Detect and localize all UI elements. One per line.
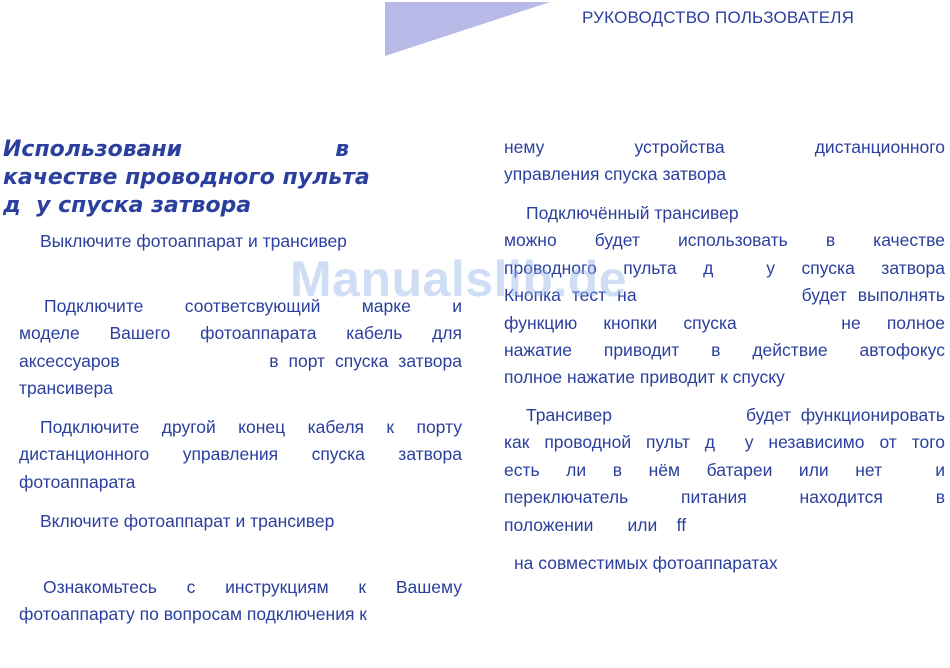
right-paragraph-3 [504, 402, 945, 539]
right-paragraph-4 [514, 550, 950, 577]
right-paragraph-2-line: проводного пульта д у спуска затвора [504, 257, 945, 278]
header-title: РУКОВОДСТВО ПОЛЬЗОВАТЕЛЯ [582, 8, 855, 27]
step-2-line: Подключите соответсвующий марке и [44, 296, 462, 316]
step-4-line: Включите фотоаппарат и трансивер [40, 511, 335, 531]
step-4 [40, 508, 483, 535]
step-5-line: Ознакомьтесь с инструкциям к Вашему [43, 577, 462, 597]
right-paragraph-1-line: нему устройства дистанционного [504, 137, 945, 157]
step-3-line: дистанционного управления спуска затвора [19, 444, 462, 465]
step-2-line: моделе Вашего фотоаппарата кабель для [19, 323, 462, 344]
section-title-line: качестве проводного пульта [3, 165, 370, 190]
section-title-line: д у спуска затвора [3, 193, 252, 218]
step-5-line: фотоаппарату по вопросам подключения к [19, 604, 367, 625]
step-3 [19, 414, 462, 496]
right-paragraph-2-line: функцию кнопки спуска не полное [504, 312, 945, 333]
step-2-line: трансивера [19, 378, 113, 399]
step-2 [19, 293, 462, 403]
right-paragraph-3-line: положении или ff [504, 514, 687, 535]
section-title [3, 136, 423, 220]
right-paragraph-3-line: как проводной пульт д у независимо от того [504, 432, 945, 453]
step-5 [19, 574, 462, 629]
right-paragraph-2 [504, 200, 945, 392]
step-3-line: Подключите другой конец кабеля к порту [40, 417, 462, 437]
right-paragraph-2-line: полное нажатие приводит к спуску [504, 367, 785, 388]
right-paragraph-2-line: Кнопка тест на будет выполнять [504, 285, 945, 306]
right-paragraph-2-line: нажатие приводит в действие автофокус [504, 340, 945, 361]
step-3-line: фотоаппарата [19, 471, 136, 492]
step-1-line: Выключите фотоаппарат и трансивер [40, 231, 347, 251]
right-paragraph-2-line: Подключённый трансивер [526, 203, 739, 223]
right-paragraph-3-line: есть ли в нём батареи или нет и [504, 459, 945, 480]
right-paragraph-1-line: управления спуска затвора [504, 164, 727, 185]
right-paragraph-3-line: Трансивер будет функционировать [526, 405, 945, 425]
header-decoration [385, 2, 550, 56]
right-paragraph-3-line: переключатель питания находится в [504, 487, 945, 508]
right-paragraph-2-line: можно будет использовать в качестве [504, 230, 945, 251]
watermark: Manualslib.de [290, 251, 628, 307]
section-title-line: Использовани в [3, 137, 350, 162]
step-1 [40, 228, 483, 255]
right-paragraph-4-line: на совместимых фотоаппаратах [514, 553, 778, 573]
right-paragraph-1 [504, 134, 945, 189]
step-2-line: аксессуаров в порт спуска затвора [19, 350, 462, 371]
